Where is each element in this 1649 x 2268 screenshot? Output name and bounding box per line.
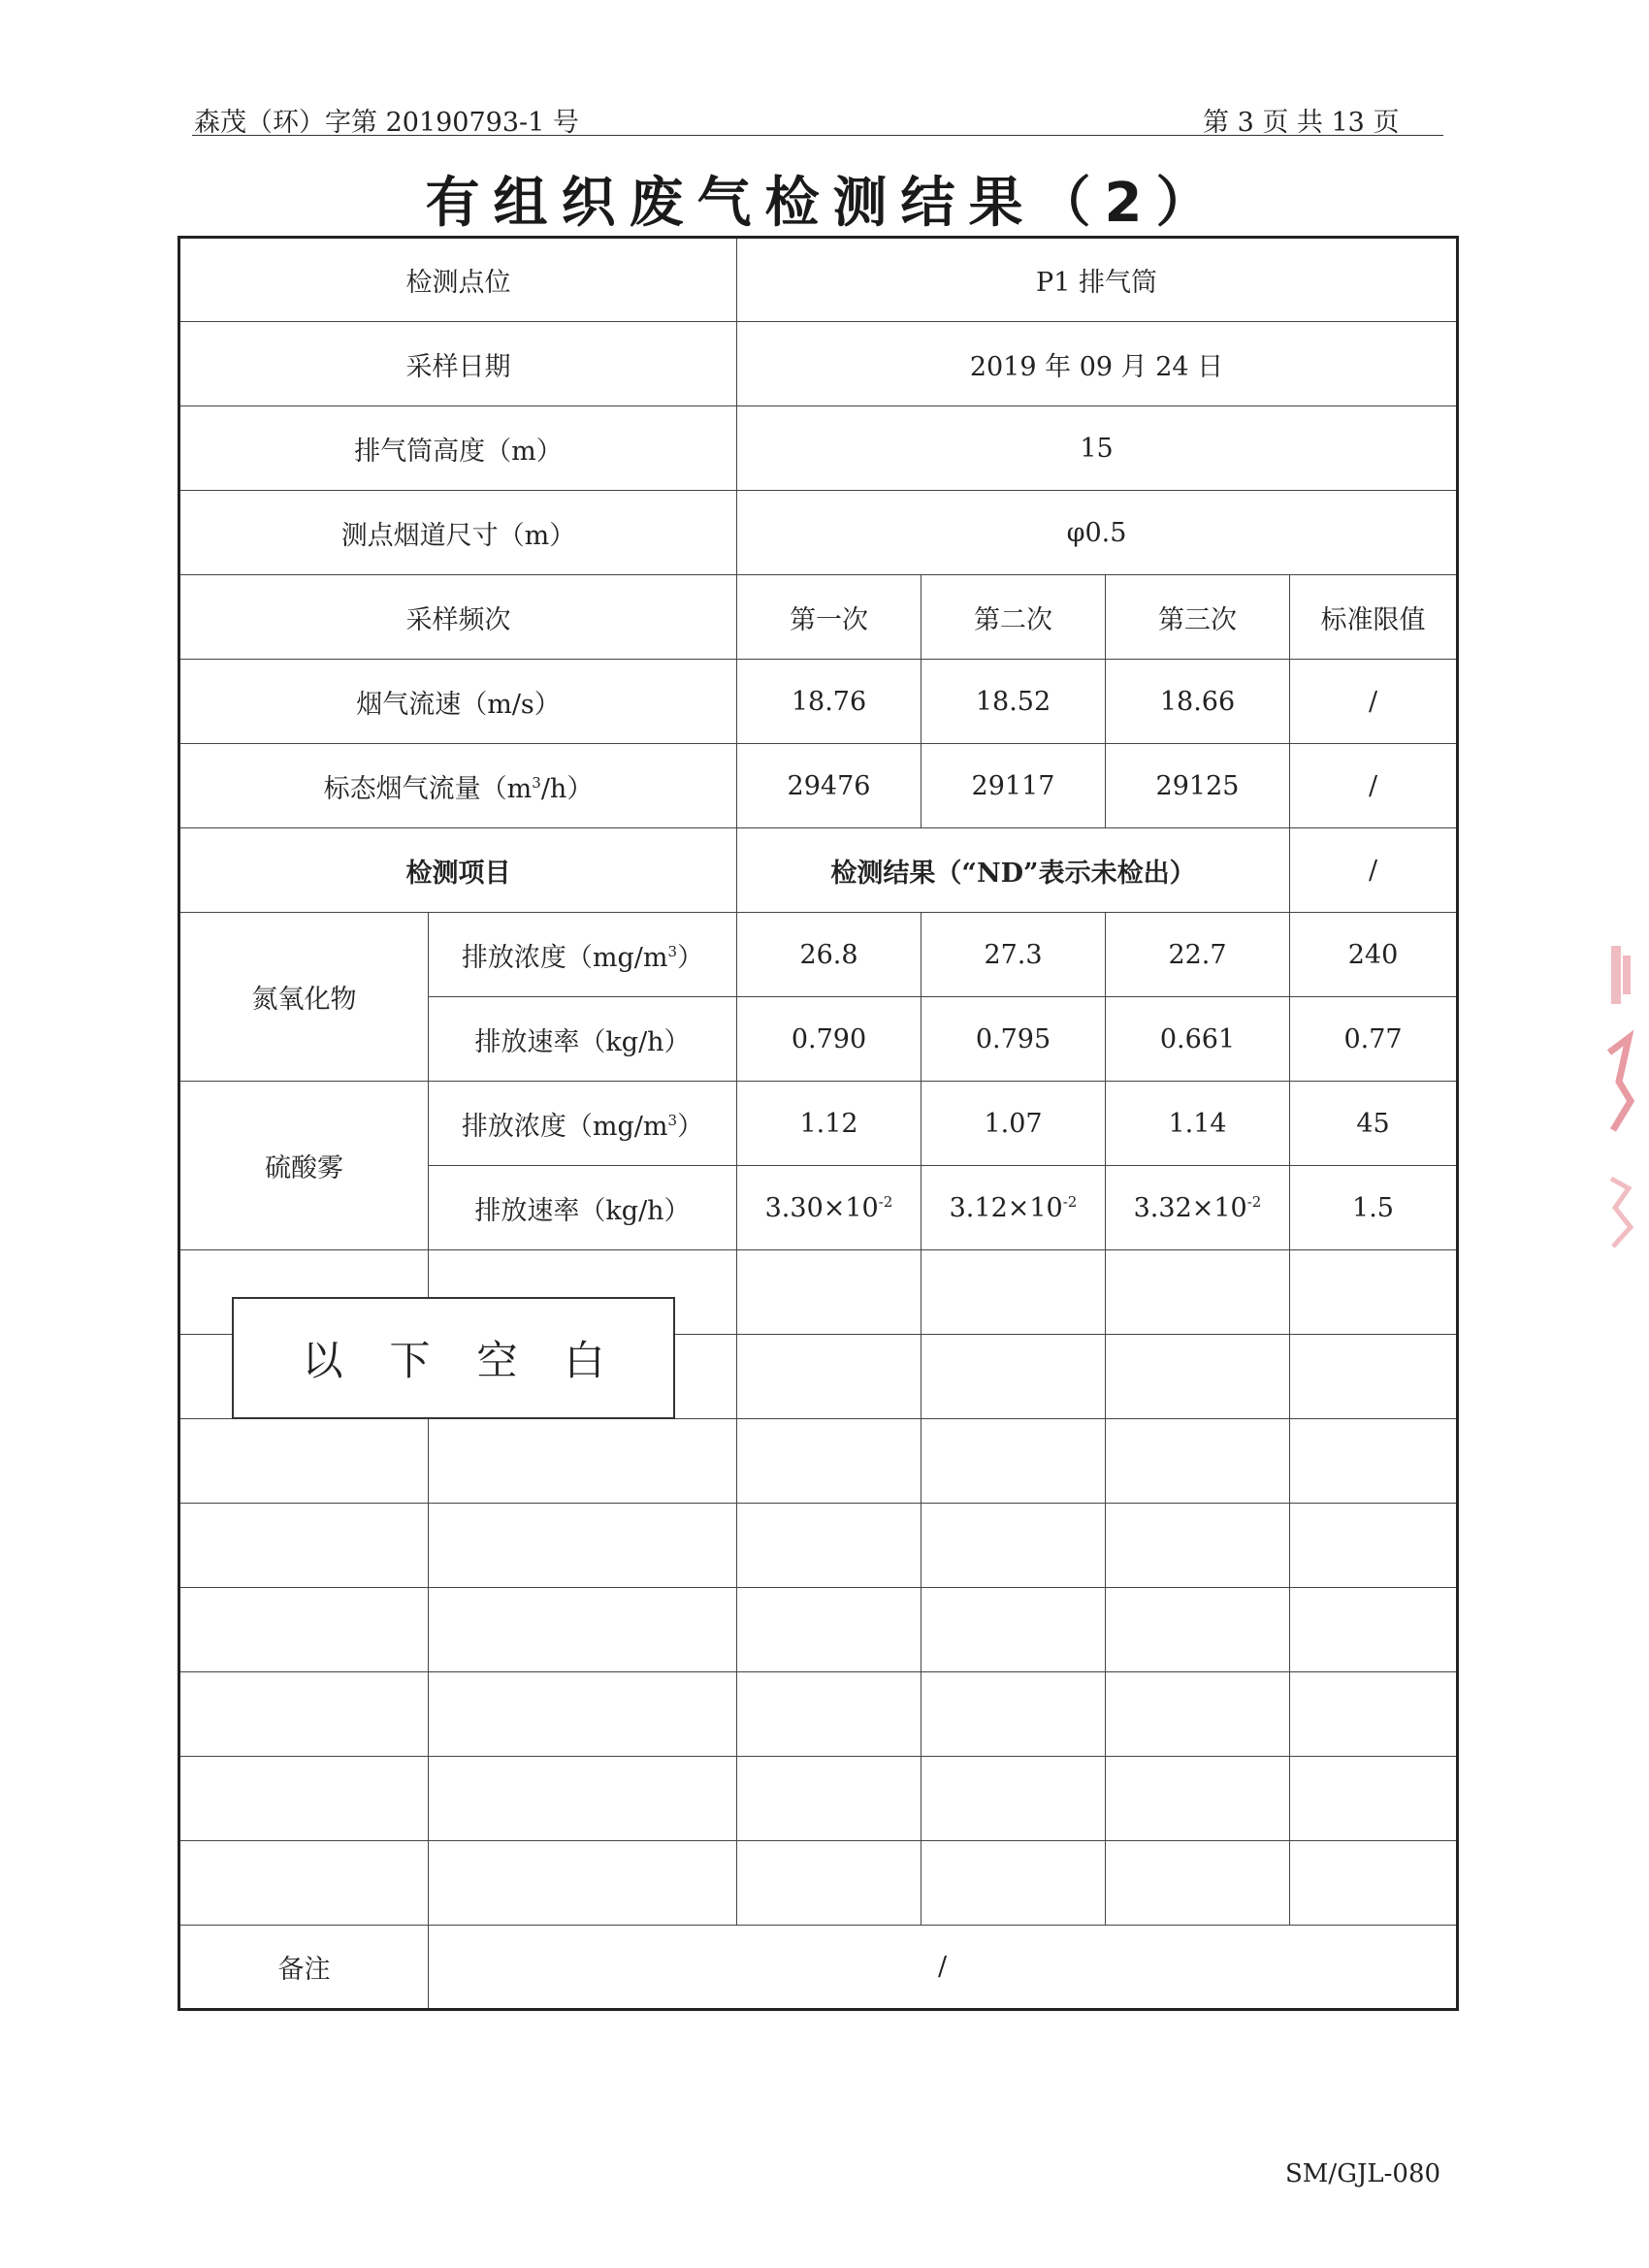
- cell: 29476: [737, 744, 922, 828]
- cell: 1.14: [1106, 1082, 1290, 1166]
- cell: 0.661: [1106, 997, 1290, 1082]
- label-nox-conc: 排放浓度$(mg/m^3)$: [429, 913, 737, 997]
- label-frequency: 采样频次: [179, 575, 737, 660]
- cell: /: [1290, 660, 1458, 744]
- row-h2so4-conc: [179, 1082, 1458, 1166]
- form-code: SM/GJL-080: [1285, 2159, 1441, 2188]
- empty-row: [179, 1672, 1458, 1757]
- label-stack-height: 排气筒高度（m）: [179, 406, 737, 491]
- label-duct-size: 测点烟道尺寸（m）: [179, 491, 737, 575]
- results-table: [178, 236, 1459, 2011]
- pollutant-nox: 氮氧化物: [179, 913, 429, 1082]
- label-h2so4-rate: 排放速率（kg/h）: [429, 1166, 737, 1250]
- report-number: 森茂（环）字第 20190793-1 号: [194, 108, 579, 138]
- cell: 18.52: [922, 660, 1106, 744]
- empty-row: [179, 1588, 1458, 1672]
- cell: 26.8: [737, 913, 922, 997]
- row-location: [179, 238, 1458, 322]
- row-stack-height: [179, 406, 1458, 491]
- label-results: 检测结果（“ND”表示未检出）: [737, 828, 1290, 913]
- value-remark: /: [429, 1926, 1458, 2010]
- row-frequency: [179, 575, 1458, 660]
- empty-row: [179, 1504, 1458, 1588]
- row-flow-volume: [179, 744, 1458, 828]
- value-stack-height: 15: [737, 406, 1458, 491]
- cell: 1.07: [922, 1082, 1106, 1166]
- cell: 1.12: [737, 1082, 922, 1166]
- row-date: [179, 322, 1458, 406]
- cell: 45: [1290, 1082, 1458, 1166]
- red-seal-edge-stamp: [1605, 946, 1634, 1266]
- cell: 18.66: [1106, 660, 1290, 744]
- row-items-header: [179, 828, 1458, 913]
- cell: 0.77: [1290, 997, 1458, 1082]
- cell: $3.30\times 10^{-2}$: [737, 1166, 922, 1250]
- empty-row: [179, 1757, 1458, 1841]
- cell: $3.12\times 10^{-2}$: [922, 1166, 1106, 1250]
- cell: 22.7: [1106, 913, 1290, 997]
- value-date: 2019 年 09 月 24 日: [737, 322, 1458, 406]
- value-location: P1 排气筒: [737, 238, 1458, 322]
- label-flow-speed: 烟气流速（m/s）: [179, 660, 737, 744]
- row-nox-conc: [179, 913, 1458, 997]
- label-remark: 备注: [179, 1926, 429, 2010]
- label-date: 采样日期: [179, 322, 737, 406]
- cell: 1.5: [1290, 1166, 1458, 1250]
- cell: 240: [1290, 913, 1458, 997]
- cell: $3.32\times 10^{-2}$: [1106, 1166, 1290, 1250]
- col-second: 第二次: [922, 575, 1106, 660]
- cell: 27.3: [922, 913, 1106, 997]
- cell: /: [1290, 744, 1458, 828]
- cell: 18.76: [737, 660, 922, 744]
- col-first: 第一次: [737, 575, 922, 660]
- label-items: 检测项目: [179, 828, 737, 913]
- cell: 0.795: [922, 997, 1106, 1082]
- value-duct-size: φ0.5: [737, 491, 1458, 575]
- empty-row: [179, 1419, 1458, 1504]
- header-divider: [192, 135, 1443, 136]
- row-remark: [179, 1926, 1458, 2010]
- pollutant-sulfuric-acid-mist: 硫酸雾: [179, 1082, 429, 1250]
- label-nox-rate: 排放速率（kg/h）: [429, 997, 737, 1082]
- row-flow-speed: [179, 660, 1458, 744]
- label-flow-volume: 标态烟气流量$(m^3/h)$: [179, 744, 737, 828]
- page-info: 第 3 页 共 13 页: [1203, 108, 1400, 138]
- label-location: 检测点位: [179, 238, 737, 322]
- cell: 29117: [922, 744, 1106, 828]
- col-limit: 标准限值: [1290, 575, 1458, 660]
- page-title: 有组织废气检测结果（2）: [425, 172, 1224, 235]
- blank-below-stamp: 以下空白: [232, 1297, 675, 1419]
- cell: 0.790: [737, 997, 922, 1082]
- cell: 29125: [1106, 744, 1290, 828]
- col-third: 第三次: [1106, 575, 1290, 660]
- label-h2so4-conc: 排放浓度$(mg/m^3)$: [429, 1082, 737, 1166]
- cell: /: [1290, 828, 1458, 913]
- row-duct-size: [179, 491, 1458, 575]
- empty-row: [179, 1841, 1458, 1926]
